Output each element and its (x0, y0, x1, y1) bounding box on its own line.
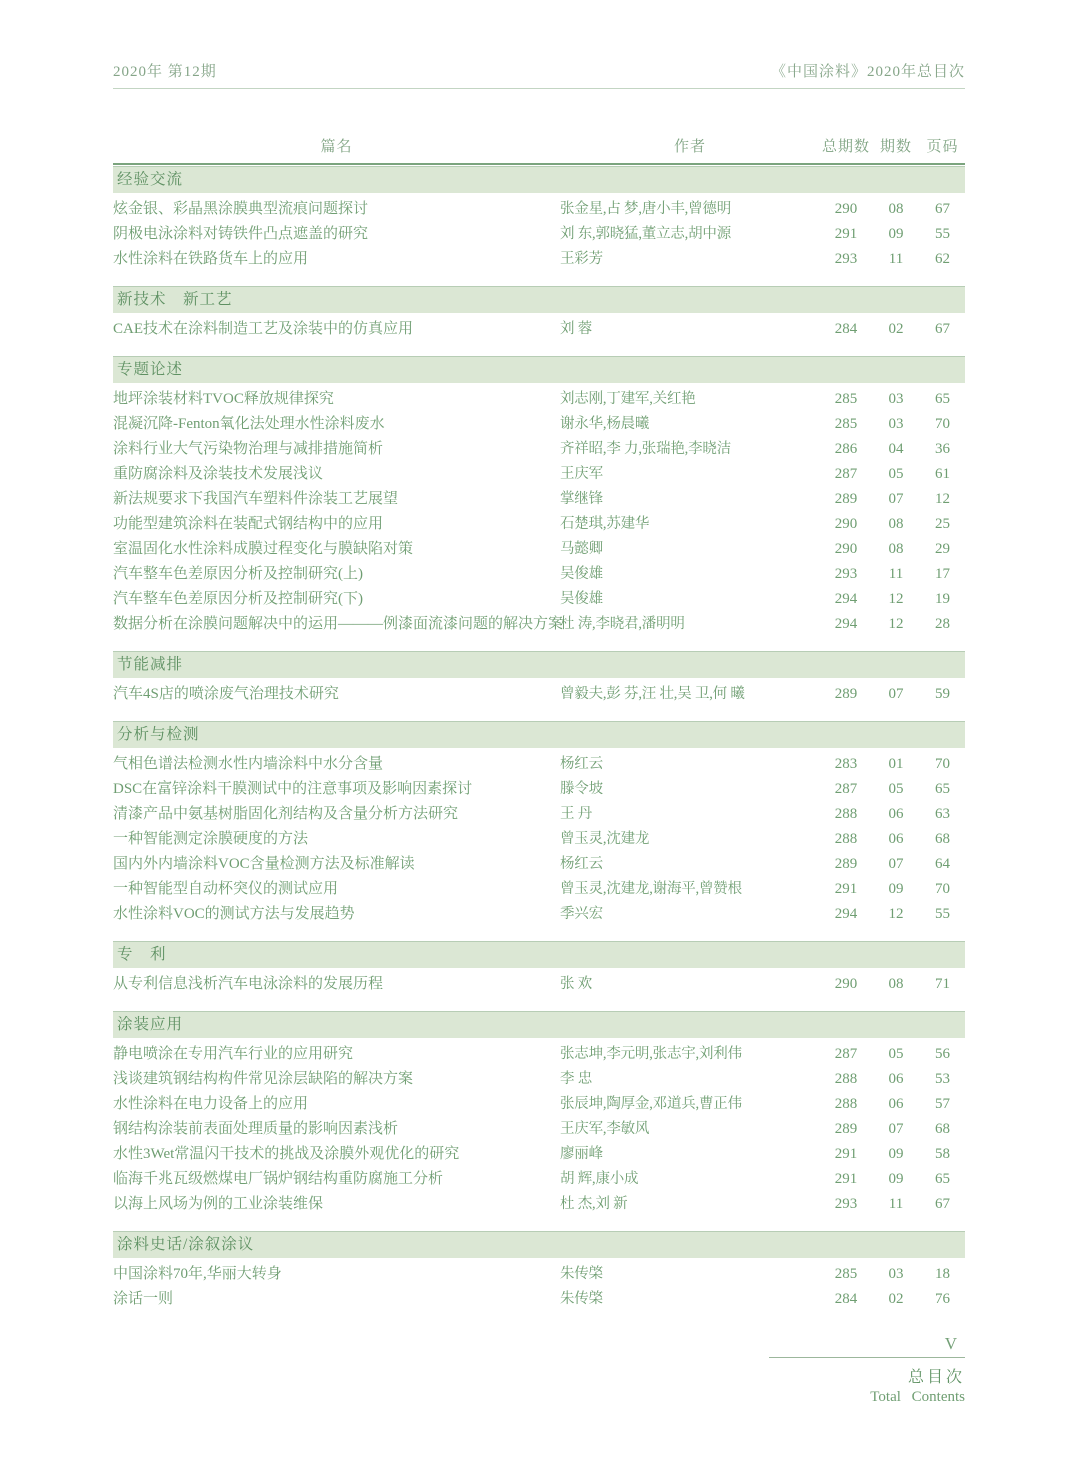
total-issue-number: 291 (834, 1146, 858, 1162)
table-row (113, 682, 965, 707)
page-number-cell: 65 (935, 781, 950, 797)
issue-number: 07 (888, 856, 904, 872)
page-number-cell: 70 (935, 416, 950, 432)
article-title: 水性涂料在电力设备上的应用 (113, 1096, 309, 1112)
page-number-cell: 19 (935, 591, 950, 607)
article-title: DSC在富锌涂料干膜测试中的注意事项及影响因素探讨 (113, 781, 473, 797)
article-title: 汽车整车色差原因分析及控制研究(下) (113, 591, 363, 607)
issue-number: 03 (888, 391, 904, 407)
page-number-cell: 64 (935, 856, 950, 872)
section-heading: 涂料史话/涂叙涂议 (117, 1236, 255, 1253)
total-issue-number: 290 (834, 541, 858, 557)
page-number-cell: 65 (935, 391, 950, 407)
issue-number: 12 (888, 616, 904, 632)
page-number-cell: 55 (935, 226, 950, 242)
section-heading-band (113, 1231, 965, 1258)
section-rows (113, 197, 965, 272)
table-row (113, 877, 965, 902)
article-authors: 张 欢 (560, 976, 593, 992)
section-heading: 专 利 (117, 946, 167, 963)
section-heading-band (113, 166, 965, 193)
issue-number: 11 (888, 1196, 904, 1212)
issue-number: 09 (888, 1171, 904, 1187)
footer-title-chinese: 总目次 (907, 1369, 965, 1386)
article-authors: 杨红云 (560, 756, 603, 772)
total-issue-number: 284 (834, 321, 858, 337)
journal-toc-title: 《中国涂料》2020年总目次 (770, 64, 965, 80)
total-issue-number: 294 (834, 906, 858, 922)
article-title: 一种智能型自动杯突仪的测试应用 (113, 881, 339, 897)
table-row (113, 412, 965, 437)
column-header-title: 篇名 (320, 139, 353, 155)
table-row (113, 1092, 965, 1117)
issue-number: 01 (888, 756, 904, 772)
total-issue-number: 289 (834, 491, 858, 507)
total-issue-number: 289 (834, 686, 858, 702)
article-authors: 刘 蓉 (560, 321, 593, 337)
footer-rule (769, 1357, 965, 1358)
total-issue-number: 291 (834, 881, 858, 897)
table-row (113, 222, 965, 247)
article-title: 气相色谱法检测水性内墙涂料中水分含量 (113, 756, 384, 772)
article-title: CAE技术在涂料制造工艺及涂装中的仿真应用 (113, 321, 414, 337)
table-row (113, 1262, 965, 1287)
issue-number: 06 (888, 1096, 904, 1112)
table-row (113, 562, 965, 587)
running-head (113, 60, 965, 89)
table-row (113, 1142, 965, 1167)
page-number-cell: 58 (935, 1146, 950, 1162)
section-heading-band (113, 286, 965, 313)
issue-number: 09 (888, 226, 904, 242)
issue-info: 2020年 第12期 (113, 64, 217, 80)
article-authors: 王庆军,李敏风 (560, 1121, 650, 1137)
issue-number: 04 (888, 441, 904, 457)
section-heading: 专题论述 (117, 361, 184, 378)
section-heading-band (113, 1011, 965, 1038)
total-issue-number: 293 (834, 251, 858, 267)
table-row (113, 972, 965, 997)
issue-number: 05 (888, 781, 904, 797)
article-title: 数据分析在涂膜问题解决中的运用———例漆面流漆问题的解决方案 (113, 616, 564, 632)
article-title: 室温固化水性涂料成膜过程变化与膜缺陷对策 (113, 541, 414, 557)
table-row (113, 387, 965, 412)
page-number-cell: 53 (935, 1071, 950, 1087)
article-authors: 杜 涛,李晓君,潘明明 (560, 616, 685, 632)
table-row (113, 852, 965, 877)
article-title: 涂料行业大气污染物治理与减排措施简析 (113, 441, 384, 457)
article-authors: 张志坤,李元明,张志宇,刘利伟 (560, 1046, 742, 1062)
table-row (113, 1042, 965, 1067)
total-issue-number: 285 (834, 416, 858, 432)
article-title: 地坪涂装材料TVOC释放规律探究 (113, 391, 334, 407)
article-authors: 掌继锋 (560, 491, 603, 507)
article-authors: 曾玉灵,沈建龙,谢海平,曾赞根 (560, 881, 742, 897)
issue-number: 08 (888, 541, 904, 557)
total-issue-number: 283 (834, 756, 858, 772)
table-row (113, 752, 965, 777)
toc-section (113, 721, 965, 927)
issue-number: 05 (888, 466, 904, 482)
article-authors: 杜 杰,刘 新 (560, 1196, 628, 1212)
issue-number: 05 (888, 1046, 904, 1062)
section-heading: 经验交流 (117, 171, 184, 188)
article-authors: 廖丽峰 (560, 1146, 603, 1162)
article-authors: 石楚琪,苏建华 (560, 516, 650, 532)
article-title: 混凝沉降-Fenton氧化法处理水性涂料废水 (113, 416, 385, 432)
total-issue-number: 286 (834, 441, 858, 457)
article-title: 浅谈建筑钢结构构件常见涂层缺陷的解决方案 (113, 1071, 414, 1087)
table-row (113, 247, 965, 272)
article-title: 汽车4S店的喷涂废气治理技术研究 (113, 686, 339, 702)
total-issue-number: 290 (834, 201, 858, 217)
table-row (113, 612, 965, 637)
total-issue-number: 285 (834, 391, 858, 407)
table-row (113, 487, 965, 512)
total-issue-number: 293 (834, 566, 858, 582)
article-title: 一种智能测定涂膜硬度的方法 (113, 831, 309, 847)
article-title: 以海上风场为例的工业涂装维保 (113, 1196, 324, 1212)
toc-section (113, 356, 965, 637)
section-heading: 新技术 新工艺 (117, 291, 233, 308)
section-rows (113, 317, 965, 342)
issue-number: 03 (888, 1266, 904, 1282)
page-content (113, 60, 965, 1406)
issue-number: 07 (888, 1121, 904, 1137)
toc-section (113, 1011, 965, 1217)
page-number-cell: 56 (935, 1046, 950, 1062)
column-header-page: 页码 (926, 139, 959, 155)
article-title: 钢结构涂装前表面处理质量的影响因素浅析 (113, 1121, 399, 1137)
total-issue-number: 288 (834, 806, 858, 822)
total-issue-number: 294 (834, 591, 858, 607)
article-title: 炫金银、彩晶黑涂膜典型流痕问题探讨 (113, 201, 369, 217)
table-row (113, 512, 965, 537)
page-number-cell: 68 (935, 831, 950, 847)
article-authors: 吴俊雄 (560, 566, 603, 582)
page-number: V (944, 1334, 957, 1353)
article-title: 功能型建筑涂料在装配式钢结构中的应用 (113, 516, 384, 532)
page-number-cell: 70 (935, 881, 950, 897)
article-title: 从专利信息浅析汽车电泳涂料的发展历程 (113, 976, 384, 992)
toc-body (113, 166, 965, 1312)
issue-number: 02 (888, 321, 904, 337)
table-row (113, 827, 965, 852)
article-authors: 张辰坤,陶厚金,邓道兵,曹正伟 (560, 1096, 742, 1112)
article-authors: 胡 辉,康小成 (560, 1171, 639, 1187)
issue-number: 06 (888, 831, 904, 847)
article-title: 涂话一则 (113, 1291, 174, 1307)
article-authors: 刘志刚,丁建军,关红艳 (560, 391, 696, 407)
issue-number: 08 (888, 201, 904, 217)
issue-number: 09 (888, 1146, 904, 1162)
total-issue-number: 288 (834, 831, 858, 847)
column-header-authors: 作者 (673, 139, 706, 155)
table-row (113, 437, 965, 462)
total-issue-number: 284 (834, 1291, 858, 1307)
page-number-cell: 55 (935, 906, 950, 922)
article-title: 水性涂料在铁路货车上的应用 (113, 251, 309, 267)
issue-number: 06 (888, 1071, 904, 1087)
section-heading-band (113, 941, 965, 968)
section-rows (113, 682, 965, 707)
page-number-cell: 67 (935, 321, 950, 337)
issue-number: 06 (888, 806, 904, 822)
page-number-cell: 71 (935, 976, 950, 992)
page-number-cell: 18 (935, 1266, 950, 1282)
page-number-cell: 25 (935, 516, 950, 532)
column-header-total-issue: 总期数 (821, 139, 870, 155)
article-authors: 杨红云 (560, 856, 603, 872)
article-authors: 季兴宏 (560, 906, 603, 922)
issue-number: 07 (888, 491, 904, 507)
section-heading: 节能减排 (117, 656, 184, 673)
toc-section (113, 1231, 965, 1312)
total-issue-number: 291 (834, 226, 858, 242)
column-header-issue: 期数 (879, 139, 912, 155)
article-title: 静电喷涂在专用汽车行业的应用研究 (113, 1046, 354, 1062)
page-number-cell: 62 (935, 251, 950, 267)
article-authors: 朱传棨 (560, 1291, 603, 1307)
article-title: 重防腐涂料及涂装技术发展浅议 (113, 466, 324, 482)
section-rows (113, 1042, 965, 1217)
table-row (113, 537, 965, 562)
section-heading-band (113, 721, 965, 748)
total-issue-number: 287 (834, 1046, 858, 1062)
total-issue-number: 293 (834, 1196, 858, 1212)
page-footer (769, 1334, 965, 1406)
issue-number: 12 (888, 591, 904, 607)
table-row (113, 1287, 965, 1312)
section-rows (113, 387, 965, 637)
page-number-cell: 36 (935, 441, 950, 457)
issue-number: 09 (888, 881, 904, 897)
article-authors: 马懿卿 (560, 541, 603, 557)
article-authors: 李 忠 (560, 1071, 593, 1087)
table-row (113, 777, 965, 802)
total-issue-number: 290 (834, 976, 858, 992)
table-row (113, 317, 965, 342)
page-number-cell: 28 (935, 616, 950, 632)
table-row (113, 1192, 965, 1217)
page-number-cell: 12 (935, 491, 950, 507)
page-number-cell: 59 (935, 686, 950, 702)
article-authors: 曾玉灵,沈建龙 (560, 831, 650, 847)
page-number-cell: 17 (935, 566, 950, 582)
issue-number: 12 (888, 906, 904, 922)
table-row (113, 1167, 965, 1192)
table-row (113, 902, 965, 927)
table-column-headers (113, 135, 965, 165)
page-number-cell: 67 (935, 1196, 950, 1212)
total-issue-number: 287 (834, 781, 858, 797)
total-issue-number: 289 (834, 856, 858, 872)
issue-number: 11 (888, 251, 904, 267)
page-number-cell: 70 (935, 756, 950, 772)
article-title: 阴极电泳涂料对铸铁件凸点遮盖的研究 (113, 226, 369, 242)
total-issue-number: 291 (834, 1171, 858, 1187)
section-heading-band (113, 356, 965, 383)
total-issue-number: 290 (834, 516, 858, 532)
article-authors: 张金星,占 梦,唐小丰,曾德明 (560, 201, 731, 217)
article-authors: 吴俊雄 (560, 591, 603, 607)
page-number-cell: 63 (935, 806, 950, 822)
page-number-cell: 29 (935, 541, 950, 557)
table-row (113, 802, 965, 827)
issue-number: 03 (888, 416, 904, 432)
toc-section (113, 941, 965, 997)
toc-section (113, 286, 965, 342)
total-issue-number: 289 (834, 1121, 858, 1137)
table-row (113, 197, 965, 222)
article-title: 水性3Wet常温闪干技术的挑战及涂膜外观优化的研究 (113, 1146, 460, 1162)
issue-number: 08 (888, 976, 904, 992)
page-number-cell: 76 (935, 1291, 950, 1307)
table-row (113, 587, 965, 612)
section-heading: 涂装应用 (117, 1016, 184, 1033)
article-authors: 滕令坡 (560, 781, 603, 797)
article-authors: 刘 东,郭晓猛,董立志,胡中源 (560, 226, 731, 242)
total-issue-number: 288 (834, 1096, 858, 1112)
page-number-cell: 65 (935, 1171, 950, 1187)
page-number-cell: 68 (935, 1121, 950, 1137)
page-number-cell: 57 (935, 1096, 950, 1112)
article-authors: 王彩芳 (560, 251, 603, 267)
issue-number: 08 (888, 516, 904, 532)
article-authors: 朱传棨 (560, 1266, 603, 1282)
total-issue-number: 285 (834, 1266, 858, 1282)
page-number-cell: 67 (935, 201, 950, 217)
toc-section (113, 166, 965, 272)
page-number-cell: 61 (935, 466, 950, 482)
toc-section (113, 651, 965, 707)
article-title: 国内外内墙涂料VOC含量检测方法及标准解读 (113, 856, 415, 872)
section-rows (113, 1262, 965, 1312)
article-title: 临海千兆瓦级燃煤电厂锅炉钢结构重防腐施工分析 (113, 1171, 444, 1187)
section-heading-band (113, 651, 965, 678)
issue-number: 11 (888, 566, 904, 582)
table-row (113, 462, 965, 487)
article-authors: 谢永华,杨晨曦 (560, 416, 650, 432)
article-authors: 王庆军 (560, 466, 603, 482)
issue-number: 02 (888, 1291, 904, 1307)
table-row (113, 1067, 965, 1092)
article-authors: 王 丹 (560, 806, 593, 822)
article-title: 水性涂料VOC的测试方法与发展趋势 (113, 906, 355, 922)
section-rows (113, 972, 965, 997)
section-heading: 分析与检测 (117, 726, 200, 743)
table-row (113, 1117, 965, 1142)
article-title: 汽车整车色差原因分析及控制研究(上) (113, 566, 363, 582)
article-authors: 曾毅夫,彭 芬,汪 壮,吴 卫,何 曦 (560, 686, 745, 702)
total-issue-number: 288 (834, 1071, 858, 1087)
section-rows (113, 752, 965, 927)
article-authors: 齐祥昭,李 力,张瑞艳,李晓洁 (560, 441, 731, 457)
footer-title-english: Total Contents (870, 1389, 965, 1405)
article-title: 新法规要求下我国汽车塑料件涂装工艺展望 (113, 491, 399, 507)
issue-number: 07 (888, 686, 904, 702)
article-title: 中国涂料70年,华丽大转身 (113, 1266, 282, 1282)
article-title: 清漆产品中氨基树脂固化剂结构及含量分析方法研究 (113, 806, 459, 822)
total-issue-number: 294 (834, 616, 858, 632)
total-issue-number: 287 (834, 466, 858, 482)
